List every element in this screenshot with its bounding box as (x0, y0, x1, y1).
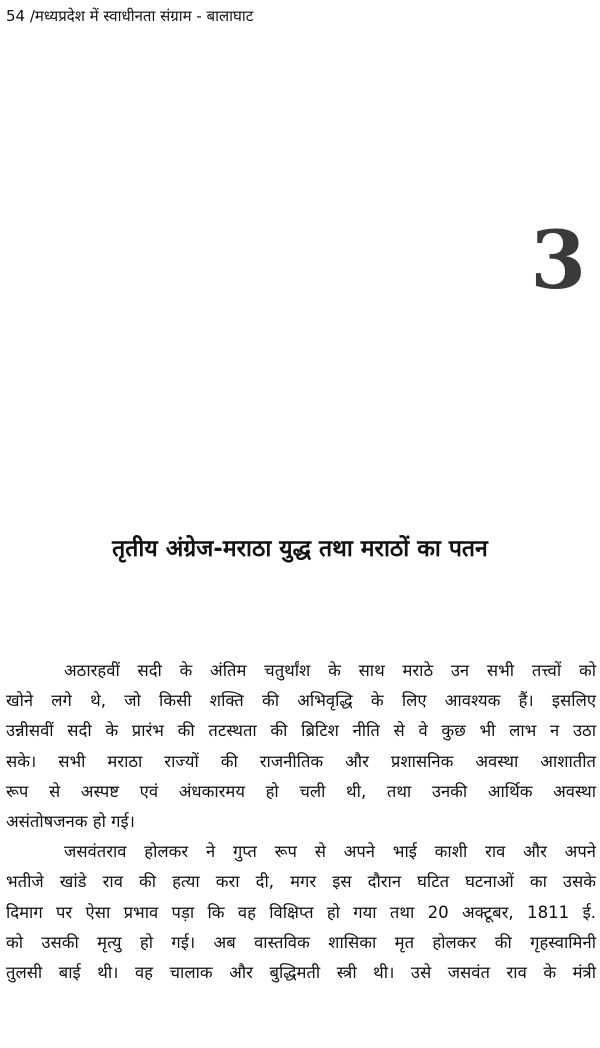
text-line: तुलसी बाई थी। वह चालाक और बुद्धिमती स्त्री थी। उसे जसवंत राव के मंत्री (6, 963, 596, 983)
text-line: असंतोषजनक हो गई। (6, 812, 135, 832)
text-line: जसवंतराव होलकर ने गुप्त रूप से अपने भाई काशी राव और अपने (64, 842, 596, 862)
text-line: उन्नीसवीं सदी के प्रारंभ की तटस्थता की ब्रिटिश नीति से वे कुछ भी लाभ न उठा (6, 721, 596, 741)
running-header: 54 /मध्यप्रदेश में स्वाधीनता संग्राम - बालाघाट (6, 7, 254, 25)
text-line: को उसकी मृत्यु हो गई। अब वास्तविक शासिका मृत होलकर की गृहस्वामिनी (6, 932, 596, 952)
chapter-number: 3 (530, 213, 586, 307)
text-line: भतीजे खांडे राव की हत्या करा दी, मगर इस दौरान घटित घटनाओं का उसके (6, 872, 596, 892)
text-line: रूप से अस्पष्ट एवं अंधकारमय हो चली थी, तथा उनकी आर्थिक अवस्था (6, 781, 596, 801)
body-text (6, 656, 596, 988)
text-line: खोने लगे थे, जो किसी शक्ति की अभिवृद्धि के लिए आवश्यक हैं। इसलिए (6, 691, 596, 711)
text-line: दिमाग पर ऐसा प्रभाव पड़ा कि वह विक्षिप्त हो गया तथा 20 अक्टूबर, 1811 ई. (6, 902, 596, 922)
text-line: सके। सभी मराठा राज्यों की राजनीतिक और प्रशासनिक अवस्था आशातीत (6, 751, 596, 771)
chapter-title: तृतीय अंग्रेज-मराठा युद्ध तथा मराठों का पतन (112, 536, 488, 562)
text-line: अठारहवीं सदी के अंतिम चतुर्थांश के साथ मराठे उन सभी तत्त्वों को (64, 661, 596, 680)
